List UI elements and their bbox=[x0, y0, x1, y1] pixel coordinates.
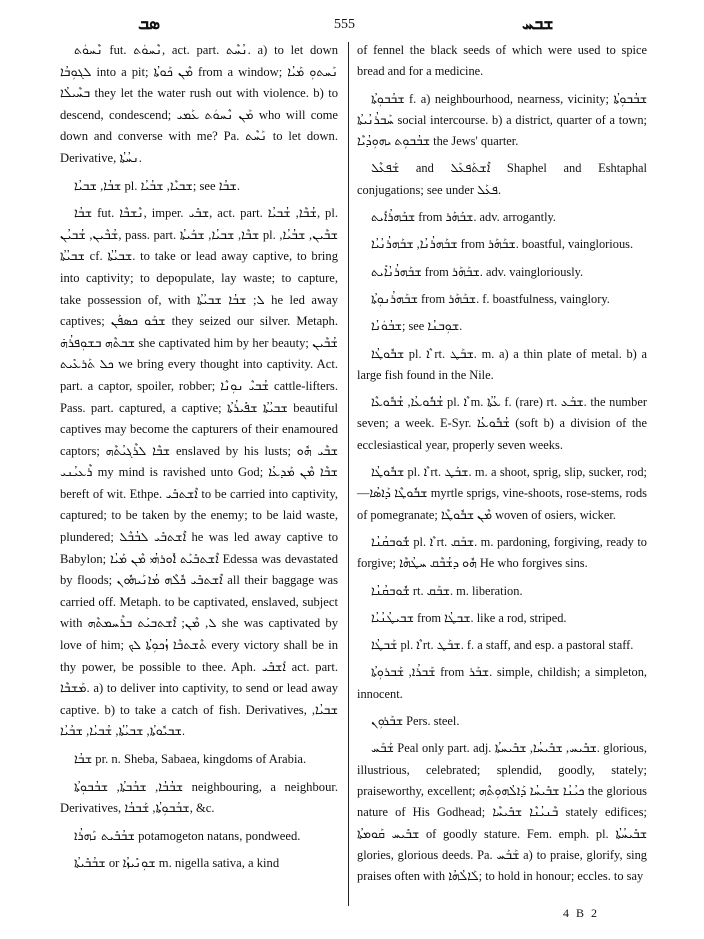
entry: ܫܒܳܒܳܐ, ܫܒܳܒܬܳܐ, ܫܒܳܒܘܼܬܳܐ neighbouring, a neighbour. Derivatives, ܫܒܳܒܘܼܬܳܐ, ܫܰܒܒܳܐ, &c. bbox=[60, 779, 339, 816]
right-column bbox=[357, 40, 647, 893]
entry: ܫܰܒܛܳܐ pl. ܶܐ rt. ܫܒܰܛ. f. a staff, and esp. a pastoral staff. bbox=[371, 638, 634, 653]
entry-continuation: of fennel the black seeds of which were used to spice bread and for a medicine. bbox=[357, 43, 647, 79]
entry: ܫܒܳܒܺܝܬ ܢܰܗܪܳܐ potamogeton natans, pondweed. bbox=[74, 828, 301, 843]
entry: ܫܒܽܘܛܳܐ pl. ܶܐ rt. ܫܒܰܛ. m. a) a thin plate of metal. b) a large fish found in the Nile. bbox=[357, 346, 647, 382]
page-number: 555 bbox=[334, 17, 355, 32]
right-running-headword: ܫܒܚ bbox=[522, 14, 554, 33]
entry: ܫܒܰܗܪܳܐܺܝܬ from ܫܒܰܗܰܪ. adv. arrogantly. bbox=[371, 210, 557, 225]
entry: ܫܒܳܒܺܝܬܳܐ or ܫܘܼܢܺܝܙܳܐ m. nigella sativa, a kind bbox=[74, 856, 280, 871]
printer-signature: 4 B 2 bbox=[563, 906, 600, 920]
entry: ܫܰܦܥܶܠ and ܐܶܫܬܰܦܥܰܠ Shaphel and Eshtaphal conjugations; see under ܦܥܰܠ. bbox=[357, 161, 648, 197]
entry: ܫܰܒܪܳܐ, ܫܰܒܪܘܼܬܳܐ from ܫܒܰܪ. simple, childish; a simpleton, innocent. bbox=[357, 665, 648, 701]
entry: ܫܽܘܒܩܳܢܳܐ rt. ܫܒܰܩ. m. liberation. bbox=[371, 583, 523, 598]
entry: ܫܒܳܐ pr. n. Sheba, Sabaea, kingdoms of Arabia. bbox=[74, 752, 307, 766]
entry: ܫܒܳܒܘܼܬܳܐ f. a) neighbourhood, nearness, vicinity; ܫܒܳܒܘܼܬܳܐ ܚܰܒܪܳܢܳܝܬܳܐ social intercourse. b) a district, quarter of a town; ܫܒܳܒܘܼܬ ܝܗܘܼܕܳܝܶܐ the Jews' quarter. bbox=[357, 91, 647, 149]
entry: ܫܒܳܐ, ܫܒܝܳܐ pl. ܫܒܝܶܐ, ܫܒܳܝܳܐ; see ܫܒܳܐ. bbox=[74, 178, 240, 193]
column-divider bbox=[348, 42, 349, 906]
entry: ܫܒܳܐ fut. ܢܶܫܒܶܐ, imper. ܫܒܺܝ, act. part. ܫܳܒܶܐ, ܫܳܒܝܳܐ, pl. ܫܳܒܶܝܢ, ܫܳܒܝܳܢ, pass. part. ܫܒܶܐ, ܫܒܝܳܐ, ܫܒܰܝܬܳܐ pl. ܫܒܶܝܢ, ܫܒܳܝܳܐ, ܫܒܝܳܬܳܐ cf. ܫܒܝܳܬܳܐ. to take or lead away captive, to bring into captivity; to depopulate, lay waste; to capture, take possession of, with ܠ; ܫܒܳܐ ܫܒܝܳܬܳܐ he led away captives; ܫܒܰܘ ܟܣܦܰܢ they seized our silver. Metaph. ܫܒܬܶܗ ܒܫܘܼܦܪܳܗ̇ she captivated him by her beauty; ܫܳܒܶܝܢ ܟܠ ܬܰܪܥܺܝܬ we bring every thought into captivity. Act. part. a captor, spoiler, robber; ܫܳܒܝܶ ܢܘܼܢܶܐ cattle-lifters. Pass. part. captured, a captive; ܫܒܝܳܬܳܐ ܫܦܺܝܪܳܬܳܐ beautiful captives may become the capturers of their enamoured captors; ܫܒܶܐ ܠܪܶܓܝܳܬܶܗ enslaved by his lusts; ܫܒܶܝ ܗܽܘ ܪܶܥܝܳܢܝ my mind is ravished unto God; ܫܒܶܐ ܡܶܢ ܡܰܕܥܳܐ bereft of wit. Ethpe. ܐܶܫܬܒܺܝ to be carried into captivity, captured; to be taken by the enemy; to be laid waste, plundered; ܐܶܫܬܒܺܝ ܠܒܳܒܶܠ he was led away captive to Babylon; ܐܶܫܬܒܺܝܰܬ ܐܽܘܪܗܳܝ ܡܶܢ ܡܰܝܳܐ Edessa was devastated by floods; ܐܶܫܬܒܺܝ ܟܽܠܶܗ ܡܳܐܢܰܝܗܽܘܢ all their baggage was carried off. Metaph. to be captivated, enslaved, subject with ܠ, ܡܶܢ; ܐܶܫܬܒܝܰܬ ܒܪܶܚܡܬܶܗ she was captivated by love of him; ܬܶܫܬܒܶܐ ܙܳܟܘܼܬܳܐ ܠܟ every victory shall be in thy power, be possible to thee. Aph. ܐܰܫܒܺܝ act. part. ܡܰܫܒܶܐ. a) to deliver into captivity, to send or lead away captive. b) to take a catch of fish. Derivatives, ܫܒܝܳܐ, ܫܒܝܽܘܬܳܐ, ܫܒܝܳܬܳܐ, ܫܳܒܝܳܐ, ܫܒܳܝܳܐ. bbox=[60, 206, 339, 739]
entry: ܫܒܰܗܪܳܢܳܐܺܝܬ from ܫܒܰܗܰܪ. adv. vaingloriously. bbox=[371, 264, 584, 279]
entry: ܫܰܒܰܚ Peal only part. adj. ܫܒܺܝܚ, ܫܒܺܝܚܳܐ, ܫܒܺܝܚܬܳܐ. glorious, illustrious, celebrated; splendid, goodly, stately; praiseworthy, excellent; ܟܝܳܢܳܐ ܫܒܺܝܚܳܐ ܕܰܐܠܳܗܘܼܬܶܗ the glorious nature of His Godhead; ܒܶܢܝܳܢܶܐ ܫܒܺܝܚܶܐ stately edifices; ܫܒܺܝܚ ܩܰܘܡܬܳܐ of goodly stature. Fem. emph. pl. ܫܒܺܝܚܳܬܳܐ glories, glorious deeds. Pa. ܫܰܒܰܚ a) to praise, glorify, sing praises often with ܠܰܐܠܳܗܳܐ; to hold in honour; eccles. to say bbox=[357, 741, 648, 884]
entry: ܫܽܘܒܩܳܢܳܐ pl. ܶܐ rt. ܫܒܰܩ. m. pardoning, forgiving, ready to forgive; ܗܽܘ ܕܫܳܒܶܩ ܚܛܳܗܶܐ He who forgives sins. bbox=[357, 534, 647, 571]
entry: ܫܒܰܗܪܳܢܳܐ, ܫܒܰܗܪܳܢܳܝܳܐ from ܫܒܰܗܰܪ. boastful, vainglorious. bbox=[371, 237, 634, 252]
entry: ܫܒܳܘܿܢܳܐ; see ܫܘܼܒܢܳܐ. bbox=[371, 319, 463, 334]
left-running-headword: ܣܒ bbox=[138, 14, 161, 33]
entry: ܫܒܝܛܳܢܳܝܳܐ from ܫܒܛܳܐ. like a rod, striped. bbox=[371, 610, 567, 625]
entry: ܢܶܚܘܿܬ fut. ܢܶܚܘܿܬ, act. part. ܢܳܚܶܬ. a) to let down ܠܓܘܼܒܳܐ into a pit; ܡܶܢ ܟܰܘܬܳܐ from a window; ܢܰܚܬܘܼ ܡܰܝܳܐ ܒܚܶܝܠܳܐ they let the water rush out with violence. b) to descend, condescend; ܡܰܢ ܢܶܚܘܿܬ ܥܰܡܝ who will come down and converse with me? Pa. ܢܰܚܶܬ to let down. Derivative, ܢܚܳܬܳܐ. bbox=[60, 43, 339, 165]
entry: ܫܳܒܽܘܥܳܐ, ܫܳܒܽܘܥܶܐ pl. ܶܐ m. ܥܳܬܳܐ f. (rare) rt. ܫܒܰܥ. the number seven; a week. E-Syr. ܫܳܒܽܘܥܳܐ (soft b) a division of the ecclesiastical year, properly seven weeks. bbox=[357, 395, 647, 452]
entry: ܫܒܰܪܘܼܢ Pers. steel. bbox=[371, 714, 460, 729]
entry: ܫܒܰܗܪܳܢܘܼܬܳܐ from ܫܒܰܗܰܪ. f. boastfulness, vainglory. bbox=[371, 291, 610, 306]
entry: ܫܒܽܘܛܳܐ pl. ܶܐ rt. ܫܒܰܛ. m. a shoot, sprig, slip, sucker, rod; —ܫܒܽܘܛܶܐ ܕܰܐܣܳܐ myrtle sprigs, vine-shoots, rose-stems, rods of pomegranate; ܡܶܢ ܫܒܽܘܛܶܐ woven of osiers, wicker. bbox=[357, 465, 647, 522]
left-column bbox=[60, 40, 338, 881]
